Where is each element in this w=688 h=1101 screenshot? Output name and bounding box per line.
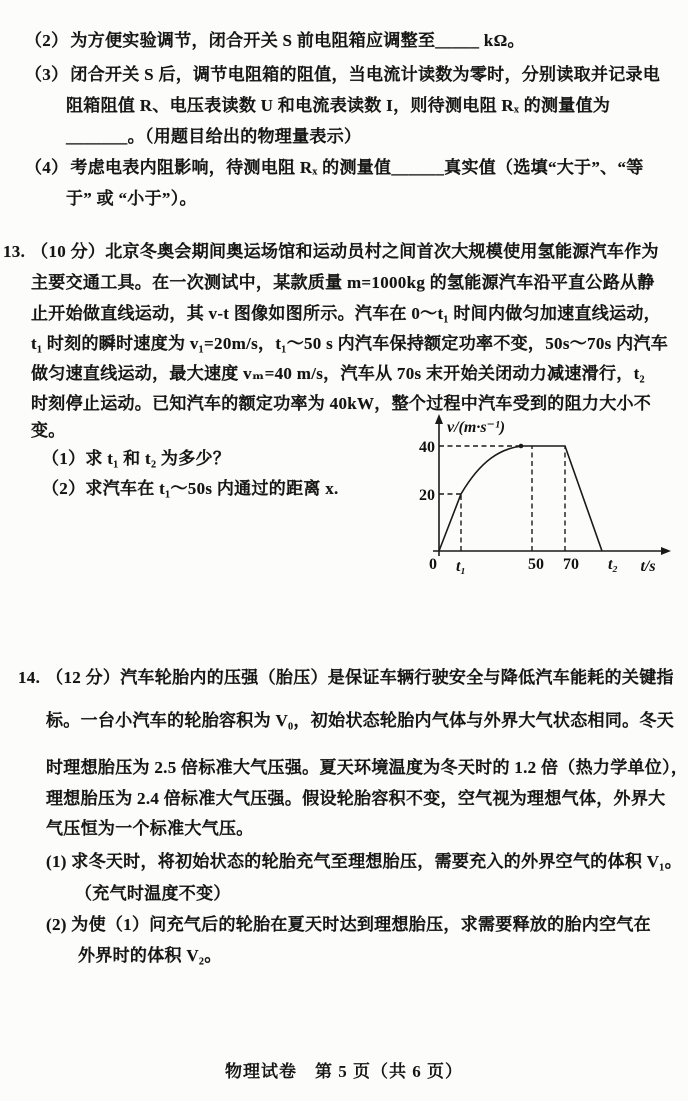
question-14-line-5: 气压恒为一个标准大气压。 [46,819,254,838]
vt-curve [439,446,602,551]
y-axis-arrow [435,414,443,424]
x-tick-70: 70 [563,556,579,573]
question-2-text: 为方便实验调节，闭合开关 S 前电阻箱应调整至_____ kΩ。 [70,31,525,50]
x-tick-0: 0 [429,556,437,573]
question-3-marker: （3） [25,65,69,84]
question-14-line-1 [18,667,674,689]
question-13-line-3: 止开始做直线运动，其 v-t 图像如图所示。汽车在 0～t₁ 时间内做匀加速直线运动， [31,304,661,323]
question-13-line-5: 做匀速直线运动，最大速度 vₘ=40 m/s，汽车从 70s 末开始关闭动力减速滑行，t₂ [31,364,645,383]
x-tick-50: 50 [528,556,544,573]
vt-graph [403,410,688,588]
curve-peak-dot [519,444,524,449]
question-14-number: 14. [18,668,41,687]
question-14-sub-1-line-1: (1) 求冬天时，将初始状态的轮胎充气至理想胎压，需要充入的外界空气的体积 V₁。 [46,852,682,871]
x-tick-t2: t₂ [607,556,619,573]
question-13-number: 13. [3,242,26,261]
question-4-marker: （4） [25,158,69,177]
y-axis-label: v/(m·s⁻¹) [447,419,506,436]
question-4-text-1: 考虑电表内阻影响，待测电阻 Rₓ 的测量值______真实值（选填“大于”、“等 [70,158,644,177]
question-2-line [25,30,525,52]
question-14-sub-1-line-2: （充气时温度不变） [75,884,231,903]
question-13-line-1 [3,241,659,263]
x-tick-t1: t₁ [455,558,467,575]
y-tick-20: 20 [419,487,435,504]
question-3-line-1 [25,64,660,86]
question-14-text-1: （12 分）汽车轮胎内的压强（胎压）是保证车辆行驶安全与降低汽车能耗的关键指 [46,668,674,687]
question-14-sub-2-line-2: 外界时的体积 V₂。 [78,946,222,965]
vt-graph-svg [403,410,688,588]
question-14-sub-2-line-1: (2) 为使（1）问充气后的轮胎在夏天时达到理想胎压，求需要释放的胎内空气在 [46,915,651,934]
question-4-line-2: 于” 或 “小于”）。 [66,189,197,208]
question-14-line-2: 标。一台小汽车的轮胎容积为 V₀，初始状态轮胎内气体与外界大气状态相同。冬天 [46,711,675,730]
question-4-line-1 [25,157,644,179]
question-13-line-2: 主要交通工具。在一次测试中，某款质量 m=1000kg 的氢能源汽车沿平直公路从静 [31,273,655,292]
question-3-text-1: 闭合开关 S 后，调节电阻箱的阻值，当电流计读数为零时，分别读取并记录电 [70,65,661,84]
question-3-line-2: 阻箱阻值 R、电压表读数 U 和电流表读数 I，则待测电阻 Rₓ 的测量值为 [66,96,611,115]
question-13-text-1: （10 分）北京冬奥会期间奥运场馆和运动员村之间首次大规模使用氢能源汽车作为 [31,242,659,261]
question-13-sub-1: （1）求 t₁ 和 t₂ 为多少？ [42,449,231,468]
x-axis-label: t/s [640,558,656,575]
x-axis-arrow [661,547,671,555]
page-footer: 物理试卷 第 5 页（共 6 页） [225,1062,463,1081]
question-14-line-4: 理想胎压为 2.4 倍标准大气压强。假设轮胎容积不变，空气视为理想气体，外界大 [46,789,666,808]
y-tick-40: 40 [419,439,435,456]
question-13-line-4: t₁ 时刻的瞬时速度为 v₁=20m/s，t₁～50 s 内汽车保持额定功率不变，50s～70s 内汽车 [31,334,668,353]
question-14-line-3: 时理想胎压为 2.5 倍标准大气压强。夏天环境温度为冬天时的 1.2 倍（热力学单位）， [46,758,688,777]
question-2-marker: （2） [25,31,69,50]
question-13-line-6: 时刻停止运动。已知汽车的额定功率为 40kW，整个过程中汽车受到的阻力大小不 [31,394,652,413]
question-3-line-3: _______。（用题目给出的物理量表示） [66,127,362,146]
question-13-line-7: 变。 [31,421,66,440]
question-13-sub-2: （2）求汽车在 t₁～50s 内通过的距离 x. [42,479,339,498]
